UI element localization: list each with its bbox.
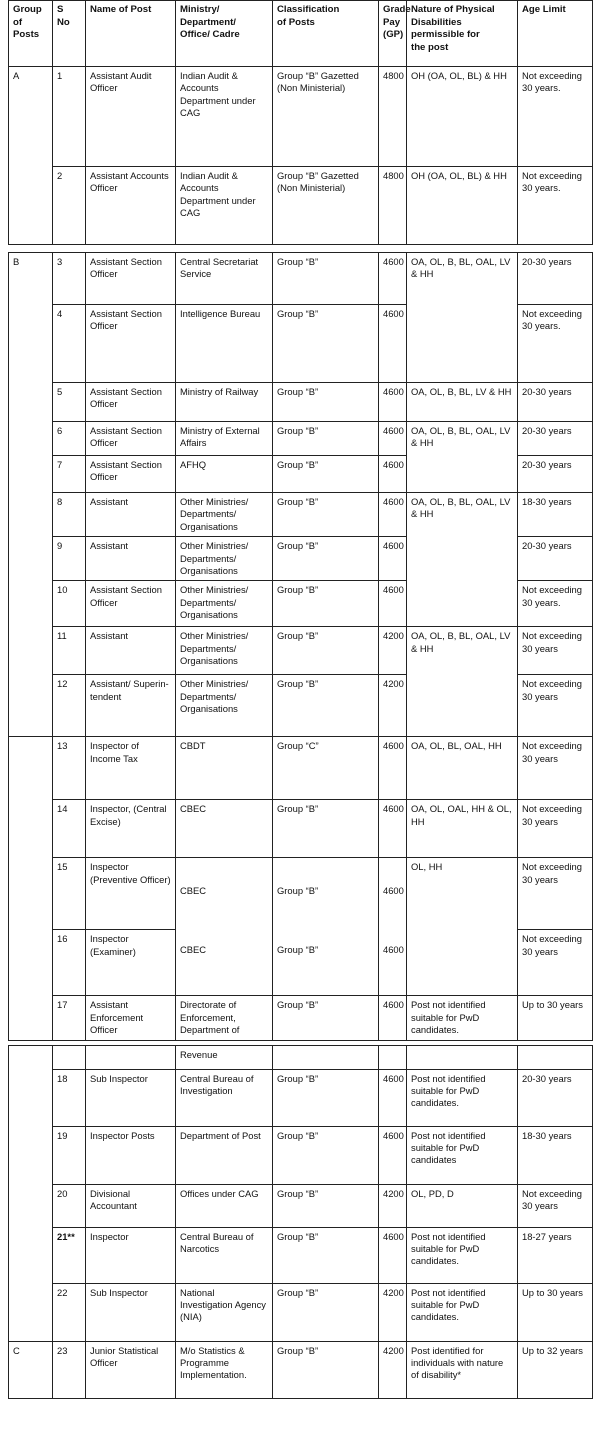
cell-name-of-post: Inspector (Preventive Officer) bbox=[86, 858, 176, 930]
cell-sno: 20 bbox=[53, 1184, 86, 1227]
table-row bbox=[9, 493, 593, 537]
column-header-group-of-posts bbox=[9, 1, 53, 67]
header-line: Group bbox=[13, 4, 42, 15]
table-block-header-group-a bbox=[8, 0, 593, 245]
cell-classification: Group “B” Gazetted (Non Ministerial) bbox=[273, 167, 379, 245]
cell-classification: Group “B” bbox=[273, 1184, 379, 1227]
cell-age-limit: 20-30 years bbox=[518, 383, 593, 422]
cell-grade-pay bbox=[379, 1045, 407, 1069]
header-line: Nature of Physical bbox=[411, 4, 495, 15]
table-row-continuation bbox=[9, 1045, 593, 1069]
cell-grade-pay: 4600 bbox=[379, 737, 407, 800]
cell-grade-pay: 4800 bbox=[379, 67, 407, 167]
cell-nature: Post identified for individuals with nature of disability* bbox=[407, 1341, 518, 1398]
cell-nature: Post not identified suitable for PwD candidates. bbox=[407, 996, 518, 1040]
cell-sno: 4 bbox=[53, 305, 86, 383]
cell-classification: Group “B” bbox=[273, 1126, 379, 1184]
cell-sno: 9 bbox=[53, 537, 86, 581]
cell-ministry: Directorate of Enforcement, Department of bbox=[176, 996, 273, 1040]
header-line: Disabilities bbox=[411, 16, 462, 28]
cell-age-limit: 18-27 years bbox=[518, 1227, 593, 1283]
cell-grade-pay: 4200 bbox=[379, 1283, 407, 1341]
cell-grade-pay-merged bbox=[379, 858, 407, 996]
cell-grade-pay: 4600 bbox=[379, 1126, 407, 1184]
cell-age-limit: Not exceeding 30 years bbox=[518, 675, 593, 737]
cell-age-limit: Not exceeding 30 years. bbox=[518, 581, 593, 627]
cell-ministry: CBDT bbox=[176, 737, 273, 800]
cell-age-limit: Not exceeding 30 years bbox=[518, 800, 593, 858]
cell-ministry: Other Ministries/ Departments/ Organisations bbox=[176, 537, 273, 581]
cell-sno: 5 bbox=[53, 383, 86, 422]
cell-ministry: Ministry of External Affairs bbox=[176, 422, 273, 456]
cell-classification: Group “B” bbox=[273, 1227, 379, 1283]
cell-nature: OA, OL, B, BL, OAL, LV & HH bbox=[407, 422, 518, 493]
table-row bbox=[9, 1126, 593, 1184]
cell-sno: 19 bbox=[53, 1126, 86, 1184]
cell-sno: 3 bbox=[53, 253, 86, 305]
cell-name-of-post bbox=[86, 1045, 176, 1069]
cell-nature: OL, HH bbox=[407, 858, 518, 996]
header-line: of bbox=[13, 16, 23, 28]
cell-ministry: National Investigation Agency (NIA) bbox=[176, 1283, 273, 1341]
table-row bbox=[9, 627, 593, 675]
cell-name-of-post: Assistant Audit Officer bbox=[86, 67, 176, 167]
cell-name-of-post: Inspector, (Central Excise) bbox=[86, 800, 176, 858]
cell-classification: Group “B” bbox=[273, 1341, 379, 1398]
cell-sno: 16 bbox=[53, 930, 86, 996]
cell-ministry: M/o Statistics & Programme Implementation. bbox=[176, 1341, 273, 1398]
cell-nature: OA, OL, B, BL, OAL, LV & HH bbox=[407, 627, 518, 737]
cell-sno: 13 bbox=[53, 737, 86, 800]
column-header-ministry bbox=[176, 1, 273, 67]
group-cell-empty bbox=[9, 737, 53, 1040]
cell-ministry: Intelligence Bureau bbox=[176, 305, 273, 383]
cell-nature: OA, OL, B, BL, OAL, LV & HH bbox=[407, 253, 518, 383]
cell-classification-merged bbox=[273, 858, 379, 996]
cell-classification: Group “B” bbox=[277, 943, 319, 955]
table-header-row bbox=[9, 1, 593, 67]
cell-classification: Group “B” bbox=[273, 305, 379, 383]
cell-classification: Group “C” bbox=[273, 737, 379, 800]
cell-ministry: Other Ministries/ Departments/ Organisations bbox=[176, 581, 273, 627]
table-block-group-b bbox=[8, 252, 593, 1041]
cell-ministry: Other Ministries/ Departments/ Organisations bbox=[176, 493, 273, 537]
cell-age-limit: 20-30 years bbox=[518, 1069, 593, 1126]
cell-nature: Post not identified suitable for PwD candidates. bbox=[407, 1069, 518, 1126]
cell-ministry: Central Bureau of Narcotics bbox=[176, 1227, 273, 1283]
cell-sno: 7 bbox=[53, 456, 86, 493]
cell-nature: OA, OL, OAL, HH & OL, HH bbox=[407, 800, 518, 858]
cell-ministry: CBEC bbox=[180, 885, 207, 897]
column-header-grade-pay bbox=[379, 1, 411, 67]
cell-nature bbox=[407, 1045, 518, 1069]
cell-grade-pay: 4200 bbox=[379, 627, 407, 675]
cell-ministry: Department of Post bbox=[176, 1126, 273, 1184]
cell-name-of-post: Inspector of Income Tax bbox=[86, 737, 176, 800]
cell-classification: Group “B” Gazetted (Non Ministerial) bbox=[273, 67, 379, 167]
cell-sno: 11 bbox=[53, 627, 86, 675]
cell-age-limit: Not exceeding 30 years. bbox=[518, 167, 593, 245]
cell-grade-pay: 4200 bbox=[379, 675, 407, 737]
cell-classification: Group “B” bbox=[273, 1069, 379, 1126]
cell-grade-pay: 4600 bbox=[379, 1227, 407, 1283]
header-line: Name of Post bbox=[90, 4, 152, 15]
cell-nature: OL, PD, D bbox=[407, 1184, 518, 1227]
cell-sno: 2 bbox=[53, 167, 86, 245]
cell-name-of-post: Assistant Section Officer bbox=[86, 581, 176, 627]
header-line: Posts bbox=[13, 29, 40, 41]
cell-age-limit: 20-30 years bbox=[518, 253, 593, 305]
cell-sno: 17 bbox=[53, 996, 86, 1040]
cell-name-of-post: Assistant bbox=[86, 627, 176, 675]
cell-name-of-post: Assistant Section Officer bbox=[86, 305, 176, 383]
cell-ministry: Ministry of Railway bbox=[176, 383, 273, 422]
cell-grade-pay: 4600 bbox=[383, 885, 404, 897]
cell-grade-pay: 4600 bbox=[379, 493, 407, 537]
group-cell-empty bbox=[9, 1045, 53, 1341]
cell-ministry-merged bbox=[176, 858, 273, 996]
header-line: Ministry/ bbox=[180, 4, 220, 15]
cell-grade-pay: 4600 bbox=[379, 996, 407, 1040]
header-line: Classification bbox=[277, 4, 340, 15]
cell-age-limit: 18-30 years bbox=[518, 1126, 593, 1184]
table-row bbox=[9, 858, 593, 930]
table-row bbox=[9, 1227, 593, 1283]
table-row bbox=[9, 1341, 593, 1398]
table-row bbox=[9, 67, 593, 167]
cell-sno: 22 bbox=[53, 1283, 86, 1341]
cell-classification: Group “B” bbox=[273, 422, 379, 456]
cell-sno: 12 bbox=[53, 675, 86, 737]
cell-grade-pay: 4600 bbox=[379, 456, 407, 493]
cell-age-limit: 20-30 years bbox=[518, 537, 593, 581]
cell-classification: Group “B” bbox=[273, 675, 379, 737]
cell-ministry: Other Ministries/ Departments/ Organisations bbox=[176, 675, 273, 737]
cell-age-limit: 20-30 years bbox=[518, 456, 593, 493]
cell-name-of-post: Inspector (Examiner) bbox=[86, 930, 176, 996]
cell-classification: Group “B” bbox=[273, 996, 379, 1040]
cell-name-of-post: Assistant Section Officer bbox=[86, 456, 176, 493]
cell-classification: Group “B” bbox=[273, 493, 379, 537]
cell-ministry: CBEC bbox=[176, 800, 273, 858]
cell-age-limit: 18-30 years bbox=[518, 493, 593, 537]
block-gap bbox=[0, 245, 600, 252]
cell-sno: 8 bbox=[53, 493, 86, 537]
cell-name-of-post: Assistant Accounts Officer bbox=[86, 167, 176, 245]
cell-classification: Group “B” bbox=[273, 1283, 379, 1341]
cell-classification: Group “B” bbox=[273, 627, 379, 675]
cell-grade-pay: 4600 bbox=[379, 253, 407, 305]
cell-ministry: Indian Audit & Accounts Department under CAG bbox=[176, 67, 273, 167]
table-row bbox=[9, 422, 593, 456]
cell-sno: 23 bbox=[53, 1341, 86, 1398]
cell-sno bbox=[53, 1045, 86, 1069]
column-header-age-limit bbox=[518, 1, 593, 67]
cell-ministry: Central Bureau of Investigation bbox=[176, 1069, 273, 1126]
cell-name-of-post: Assistant Section Officer bbox=[86, 253, 176, 305]
cell-grade-pay: 4600 bbox=[379, 422, 407, 456]
header-line: permissible for bbox=[411, 29, 480, 41]
column-header-nature-of-disabilities bbox=[407, 1, 518, 67]
cell-name-of-post: Inspector bbox=[86, 1227, 176, 1283]
table-row bbox=[9, 1184, 593, 1227]
cell-ministry: AFHQ bbox=[176, 456, 273, 493]
cell-name-of-post: Assistant Section Officer bbox=[86, 383, 176, 422]
cell-sno: 15 bbox=[53, 858, 86, 930]
cell-ministry: Indian Audit & Accounts Department under CAG bbox=[176, 167, 273, 245]
cell-name-of-post: Sub Inspector bbox=[86, 1069, 176, 1126]
header-line: the post bbox=[411, 41, 449, 53]
column-header-classification bbox=[273, 1, 379, 67]
cell-sno: 6 bbox=[53, 422, 86, 456]
cell-ministry-continued: Revenue bbox=[176, 1045, 273, 1069]
cell-grade-pay: 4800 bbox=[379, 167, 407, 245]
group-cell-c: C bbox=[9, 1341, 53, 1398]
table-row bbox=[9, 383, 593, 422]
cell-age-limit: Not exceeding 30 years. bbox=[518, 305, 593, 383]
column-header-s-no bbox=[53, 1, 86, 67]
cell-sno: 10 bbox=[53, 581, 86, 627]
cell-name-of-post: Assistant bbox=[86, 537, 176, 581]
header-line: Pay bbox=[383, 16, 401, 28]
cell-nature: OA, OL, BL, OAL, HH bbox=[407, 737, 518, 800]
table-row bbox=[9, 1069, 593, 1126]
table-row bbox=[9, 1283, 593, 1341]
cell-nature: Post not identified suitable for PwD candidates. bbox=[407, 1227, 518, 1283]
cell-classification: Group “B” bbox=[273, 456, 379, 493]
cell-age-limit: 20-30 years bbox=[518, 422, 593, 456]
group-cell-b: B bbox=[9, 253, 53, 737]
cell-nature: OH (OA, OL, BL) & HH bbox=[407, 67, 518, 167]
cell-nature: OA, OL, B, BL, LV & HH bbox=[407, 383, 518, 422]
cell-name-of-post: Inspector Posts bbox=[86, 1126, 176, 1184]
cell-name-of-post: Assistant Section Officer bbox=[86, 422, 176, 456]
cell-age-limit: Up to 30 years bbox=[518, 1283, 593, 1341]
header-line: of Posts bbox=[277, 16, 315, 28]
cell-age-limit: Not exceeding 30 years. bbox=[518, 67, 593, 167]
cell-classification bbox=[273, 1045, 379, 1069]
table-row bbox=[9, 253, 593, 305]
table-row bbox=[9, 800, 593, 858]
table-row bbox=[9, 737, 593, 800]
cell-ministry: Offices under CAG bbox=[176, 1184, 273, 1227]
cell-sno: 18 bbox=[53, 1069, 86, 1126]
cell-age-limit: Not exceeding 30 years bbox=[518, 1184, 593, 1227]
header-line: Department/ bbox=[180, 16, 236, 28]
cell-classification: Group “B” bbox=[277, 885, 319, 897]
table-row bbox=[9, 996, 593, 1040]
cell-age-limit: Not exceeding 30 years bbox=[518, 858, 593, 930]
header-line: Grade bbox=[383, 4, 411, 15]
cell-grade-pay: 4600 bbox=[379, 581, 407, 627]
header-line: S bbox=[57, 4, 64, 15]
cell-grade-pay: 4600 bbox=[379, 537, 407, 581]
cell-classification: Group “B” bbox=[273, 253, 379, 305]
cell-grade-pay: 4600 bbox=[383, 943, 404, 955]
cell-classification: Group “B” bbox=[273, 581, 379, 627]
cell-sno: 1 bbox=[53, 67, 86, 167]
cell-name-of-post: Junior Statistical Officer bbox=[86, 1341, 176, 1398]
cell-grade-pay: 4600 bbox=[379, 800, 407, 858]
cell-name-of-post: Sub Inspector bbox=[86, 1283, 176, 1341]
cell-name-of-post: Assistant bbox=[86, 493, 176, 537]
cell-grade-pay: 4600 bbox=[379, 1069, 407, 1126]
cell-age-limit bbox=[518, 1045, 593, 1069]
cell-ministry: Central Secretariat Service bbox=[176, 253, 273, 305]
group-cell-a: A bbox=[9, 67, 53, 245]
cell-ministry: Other Ministries/ Departments/ Organisations bbox=[176, 627, 273, 675]
cell-age-limit: Up to 32 years bbox=[518, 1341, 593, 1398]
cell-nature: OA, OL, B, BL, OAL, LV & HH bbox=[407, 493, 518, 627]
cell-nature: Post not identified suitable for PwD candidates bbox=[407, 1126, 518, 1184]
cell-name-of-post: Divisional Accountant bbox=[86, 1184, 176, 1227]
cell-classification: Group “B” bbox=[273, 383, 379, 422]
cell-name-of-post: Assistant/ Superin-tendent bbox=[86, 675, 176, 737]
table-block-continuation bbox=[8, 1045, 593, 1399]
cell-age-limit: Not exceeding 30 years bbox=[518, 737, 593, 800]
cell-name-of-post: Assistant Enforcement Officer bbox=[86, 996, 176, 1040]
cell-grade-pay: 4600 bbox=[379, 305, 407, 383]
cell-age-limit: Not exceeding 30 years bbox=[518, 930, 593, 996]
header-line: Office/ Cadre bbox=[180, 29, 240, 41]
header-line: Age Limit bbox=[522, 4, 566, 15]
header-line: No bbox=[57, 16, 70, 28]
column-header-name-of-post bbox=[86, 1, 176, 67]
cell-nature: OH (OA, OL, BL) & HH bbox=[407, 167, 518, 245]
cell-sno: 14 bbox=[53, 800, 86, 858]
cell-grade-pay: 4600 bbox=[379, 383, 407, 422]
cell-age-limit: Up to 30 years bbox=[518, 996, 593, 1040]
cell-nature: Post not identified suitable for PwD candidates. bbox=[407, 1283, 518, 1341]
cell-sno: 21** bbox=[53, 1227, 86, 1283]
cell-classification: Group “B” bbox=[273, 800, 379, 858]
cell-grade-pay: 4200 bbox=[379, 1184, 407, 1227]
cell-grade-pay: 4200 bbox=[379, 1341, 407, 1398]
table-row bbox=[9, 167, 593, 245]
cell-age-limit: Not exceeding 30 years bbox=[518, 627, 593, 675]
cell-ministry: CBEC bbox=[180, 943, 207, 955]
header-line: (GP) bbox=[383, 29, 404, 41]
cell-classification: Group “B” bbox=[273, 537, 379, 581]
